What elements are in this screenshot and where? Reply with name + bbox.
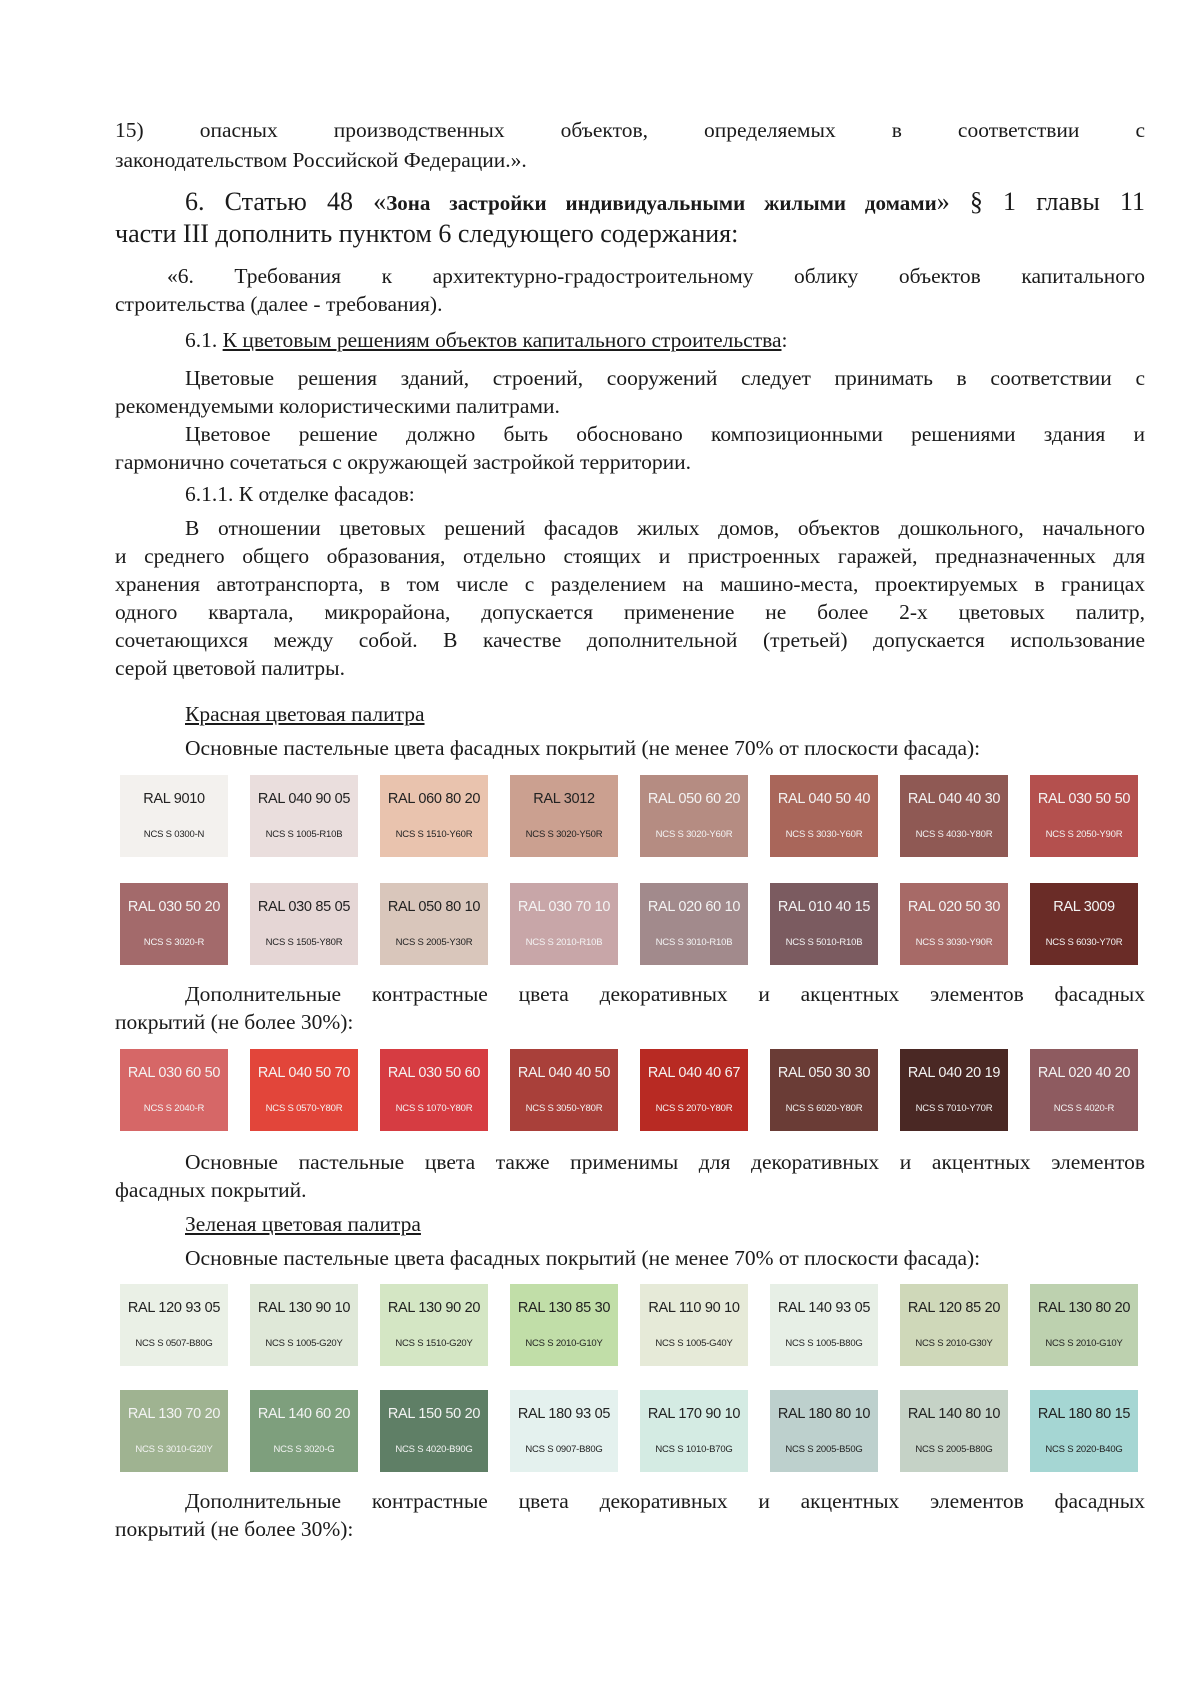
swatch-ral-code: RAL 030 85 05 (257, 899, 351, 915)
color-swatch (900, 1049, 1008, 1131)
color-swatch (900, 1390, 1008, 1472)
swatch-ncs-code: NCS S 2010-G10Y (1045, 1338, 1123, 1349)
swatch-ncs-code: NCS S 4030-Y80R (915, 829, 993, 840)
color-swatch (900, 1284, 1008, 1366)
swatch-ncs-code: NCS S 0570-Y80R (265, 1103, 343, 1114)
swatch-ral-code: RAL 050 60 20 (647, 791, 741, 807)
color-swatch (770, 775, 878, 857)
color-swatch (250, 1049, 358, 1131)
color-swatch (640, 1390, 748, 1472)
swatch-ncs-code: NCS S 0300-N (143, 829, 205, 840)
swatch-ral-code: RAL 140 60 20 (257, 1406, 351, 1422)
color-rule1-line1: Цветовые решения зданий, строений, сооружений следует принимать в соответствии с (185, 366, 1145, 390)
swatch-ral-code: RAL 060 80 20 (387, 791, 481, 807)
red-accent-caption-line2: покрытий (не более 30%): (115, 1010, 354, 1034)
color-swatch (640, 1284, 748, 1366)
swatch-ral-code: RAL 030 50 50 (1037, 791, 1131, 807)
green-accent-caption-line2: покрытий (не более 30%): (115, 1517, 354, 1541)
green-accent-caption-line1: Дополнительные контрастные цвета декоративных и акцентных элементов фасадных (185, 1489, 1145, 1513)
swatch-ral-code: RAL 030 50 60 (387, 1065, 481, 1081)
section-6-1-1: 6.1.1. К отделке фасадов: (185, 482, 415, 506)
color-swatch (120, 1390, 228, 1472)
swatch-ncs-code: NCS S 2005-B80G (915, 1444, 993, 1455)
red-accent-caption-line1: Дополнительные контрастные цвета декоративных и акцентных элементов фасадных (185, 982, 1145, 1006)
swatch-ncs-code: NCS S 1005-B80G (785, 1338, 863, 1349)
swatch-ncs-code: NCS S 3020-Y60R (655, 829, 733, 840)
swatch-ral-code: RAL 020 40 20 (1037, 1065, 1131, 1081)
swatch-ncs-code: NCS S 1510-G20Y (395, 1338, 473, 1349)
swatch-ncs-code: NCS S 6020-Y80R (785, 1103, 863, 1114)
swatch-ncs-code: NCS S 1005-R10B (265, 829, 343, 840)
color-swatch (640, 883, 748, 965)
swatch-ral-code: RAL 130 85 30 (517, 1300, 611, 1316)
color-swatch (380, 883, 488, 965)
swatch-ral-code: RAL 120 85 20 (907, 1300, 1001, 1316)
swatch-ncs-code: NCS S 2010-R10B (525, 937, 603, 948)
swatch-ncs-code: NCS S 1005-G40Y (655, 1338, 733, 1349)
color-swatch (640, 775, 748, 857)
swatch-ncs-code: NCS S 3010-R10B (655, 937, 733, 948)
swatch-ral-code: RAL 9010 (143, 791, 205, 807)
swatch-ral-code: RAL 180 80 15 (1037, 1406, 1131, 1422)
section-6-1-title: К цветовым решениям объектов капитального строительства (222, 328, 782, 352)
swatch-ral-code: RAL 170 90 10 (647, 1406, 741, 1422)
item-6-line2: части III дополнить пунктом 6 следующего содержания: (115, 219, 739, 248)
facade-line4: одного квартала, микрорайона, допускается применение не более 2-х цветовых палитр, (115, 600, 1145, 624)
requirements-line1: «6. Требования к архитектурно-градостроительному облику объектов капитального (167, 264, 1145, 288)
swatch-ral-code: RAL 3012 (533, 791, 595, 807)
color-swatch (770, 883, 878, 965)
color-swatch (510, 1049, 618, 1131)
swatch-ncs-code: NCS S 2010-G10Y (525, 1338, 603, 1349)
color-swatch (380, 1390, 488, 1472)
swatch-ral-code: RAL 030 50 20 (127, 899, 221, 915)
red-main-caption: Основные пастельные цвета фасадных покрытий (не менее 70% от плоскости фасада): (185, 736, 981, 760)
swatch-ncs-code: NCS S 2010-G30Y (915, 1338, 993, 1349)
color-swatch (120, 1284, 228, 1366)
swatch-ncs-code: NCS S 4020-B90G (395, 1444, 473, 1455)
color-swatch (510, 883, 618, 965)
color-swatch (380, 1284, 488, 1366)
color-swatch (510, 775, 618, 857)
swatch-ral-code: RAL 040 40 67 (647, 1065, 741, 1081)
swatch-ral-code: RAL 010 40 15 (777, 899, 871, 915)
swatch-ncs-code: NCS S 3030-Y90R (915, 937, 993, 948)
swatch-ral-code: RAL 150 50 20 (387, 1406, 481, 1422)
swatch-ral-code: RAL 180 93 05 (517, 1406, 611, 1422)
swatch-ncs-code: NCS S 2020-B40G (1045, 1444, 1123, 1455)
swatch-ral-code: RAL 110 90 10 (648, 1300, 740, 1316)
color-swatch (250, 1284, 358, 1366)
swatch-ncs-code: NCS S 1505-Y80R (265, 937, 343, 948)
swatch-ncs-code: NCS S 2070-Y80R (655, 1103, 733, 1114)
swatch-ncs-code: NCS S 3010-G20Y (135, 1444, 213, 1455)
swatch-ncs-code: NCS S 7010-Y70R (915, 1103, 993, 1114)
swatch-ncs-code: NCS S 2005-Y30R (395, 937, 473, 948)
swatch-ral-code: RAL 180 80 10 (777, 1406, 871, 1422)
swatch-ncs-code: NCS S 3050-Y80R (525, 1103, 603, 1114)
color-swatch (120, 775, 228, 857)
swatch-ncs-code: NCS S 1010-B70G (655, 1444, 733, 1455)
pastel-note-line1: Основные пастельные цвета также применимы для декоративных и акцентных элементов (185, 1150, 1145, 1174)
color-swatch (250, 883, 358, 965)
swatch-ral-code: RAL 040 40 30 (907, 791, 1001, 807)
item-15-line1: 15) опасных производственных объектов, определяемых в соответствии с (115, 118, 1145, 142)
swatch-ncs-code: NCS S 3030-Y60R (785, 829, 863, 840)
green-palette-title: Зеленая цветовая палитра (185, 1212, 421, 1236)
swatch-ncs-code: NCS S 4020-R (1053, 1103, 1115, 1114)
color-swatch (1030, 1049, 1138, 1131)
color-swatch (640, 1049, 748, 1131)
color-swatch (900, 883, 1008, 965)
color-swatch (770, 1390, 878, 1472)
color-swatch (250, 775, 358, 857)
color-swatch (510, 1390, 618, 1472)
requirements-line2: строительства (далее - требования). (115, 292, 443, 316)
swatch-ral-code: RAL 040 40 50 (517, 1065, 611, 1081)
color-swatch (900, 775, 1008, 857)
swatch-ral-code: RAL 040 50 40 (777, 791, 871, 807)
swatch-ral-code: RAL 020 60 10 (647, 899, 741, 915)
swatch-ral-code: RAL 140 93 05 (777, 1300, 871, 1316)
swatch-ral-code: RAL 040 90 05 (257, 791, 351, 807)
swatch-ncs-code: NCS S 2040-R (143, 1103, 205, 1114)
red-accent-row (120, 1049, 1140, 1131)
swatch-ral-code: RAL 050 80 10 (387, 899, 481, 915)
swatch-ral-code: RAL 3009 (1053, 899, 1115, 915)
facade-line6: серой цветовой палитры. (115, 656, 346, 680)
swatch-ncs-code: NCS S 2005-B50G (785, 1444, 863, 1455)
green-main-caption: Основные пастельные цвета фасадных покрытий (не менее 70% от плоскости фасада): (185, 1246, 981, 1270)
color-swatch (770, 1284, 878, 1366)
swatch-ncs-code: NCS S 6030-Y70R (1045, 937, 1123, 948)
color-rule2-line2: гармонично сочетаться с окружающей застройкой территории. (115, 450, 691, 474)
swatch-ncs-code: NCS S 2050-Y90R (1045, 829, 1123, 840)
swatch-ral-code: RAL 140 80 10 (907, 1406, 1001, 1422)
color-swatch (1030, 1284, 1138, 1366)
swatch-ncs-code: NCS S 3020-G (273, 1444, 335, 1455)
color-swatch (1030, 883, 1138, 965)
swatch-ncs-code: NCS S 3020-Y50R (525, 829, 603, 840)
swatch-ral-code: RAL 130 90 20 (387, 1300, 481, 1316)
facade-line5: сочетающихся между собой. В качестве дополнительной (третьей) допускается использование (115, 628, 1145, 652)
item-6-heading: 6. Статью 48 «Зона застройки индивидуальными жилыми домами» § 1 главы 11 (185, 187, 1146, 216)
color-swatch (120, 1049, 228, 1131)
facade-line1: В отношении цветовых решений фасадов жилых домов, объектов дошкольного, начального (185, 516, 1145, 540)
swatch-ral-code: RAL 030 70 10 (517, 899, 611, 915)
swatch-ncs-code: NCS S 5010-R10B (785, 937, 863, 948)
color-swatch (380, 1049, 488, 1131)
swatch-ral-code: RAL 130 70 20 (127, 1406, 221, 1422)
swatch-ncs-code: NCS S 0507-B80G (135, 1338, 213, 1349)
red-main-row-1 (120, 775, 1140, 857)
color-swatch (120, 883, 228, 965)
swatch-ncs-code: NCS S 1510-Y60R (395, 829, 473, 840)
color-swatch (250, 1390, 358, 1472)
zone-name: Зона застройки индивидуальными жилыми домами (386, 191, 937, 215)
color-swatch (380, 775, 488, 857)
swatch-ncs-code: NCS S 3020-R (143, 937, 205, 948)
swatch-ral-code: RAL 020 50 30 (907, 899, 1001, 915)
color-swatch (770, 1049, 878, 1131)
color-rule1-line2: рекомендуемыми колористическими палитрами. (115, 394, 560, 418)
facade-line3: хранения автотранспорта, в том числе с разделением на машино-места, проектируемых в границах (115, 572, 1145, 596)
facade-line2: и среднего общего образования, отдельно стоящих и пристроенных гаражей, предназначенных для (115, 544, 1145, 568)
item-15-line2: законодательством Российской Федерации.». (115, 148, 527, 172)
swatch-ral-code: RAL 130 90 10 (257, 1300, 351, 1316)
swatch-ral-code: RAL 040 50 70 (257, 1065, 351, 1081)
red-main-row-2 (120, 883, 1140, 965)
swatch-ncs-code: NCS S 0907-B80G (525, 1444, 603, 1455)
color-swatch (1030, 1390, 1138, 1472)
section-6-1: 6.1. К цветовым решениям объектов капитального строительства: (185, 328, 788, 352)
green-main-row-1 (120, 1284, 1140, 1366)
swatch-ral-code: RAL 050 30 30 (777, 1065, 871, 1081)
swatch-ncs-code: NCS S 1005-G20Y (265, 1338, 343, 1349)
swatch-ral-code: RAL 030 60 50 (127, 1065, 221, 1081)
swatch-ral-code: RAL 040 20 19 (907, 1065, 1001, 1081)
color-swatch (1030, 775, 1138, 857)
swatch-ral-code: RAL 130 80 20 (1037, 1300, 1131, 1316)
color-rule2-line1: Цветовое решение должно быть обосновано композиционными решениями здания и (185, 422, 1145, 446)
swatch-ral-code: RAL 120 93 05 (127, 1300, 221, 1316)
color-swatch (510, 1284, 618, 1366)
red-palette-title: Красная цветовая палитра (185, 702, 425, 726)
green-main-row-2 (120, 1390, 1140, 1472)
pastel-note-line2: фасадных покрытий. (115, 1178, 307, 1202)
swatch-ncs-code: NCS S 1070-Y80R (395, 1103, 473, 1114)
